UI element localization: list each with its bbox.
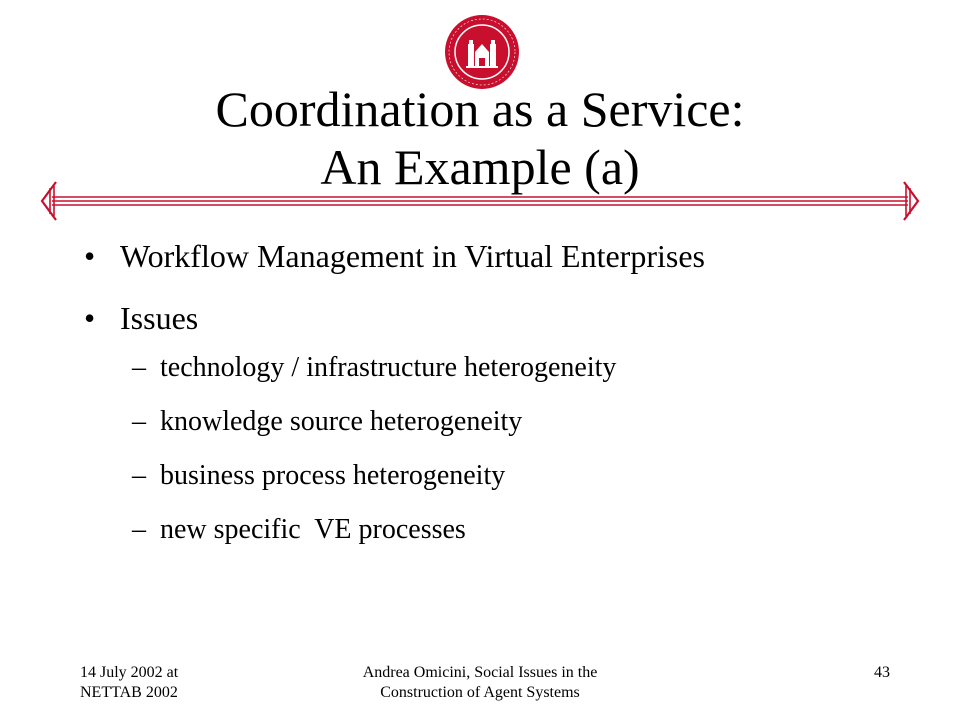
sub-bullet-list — [84, 350, 904, 547]
footer-author-line-2: Construction of Agent Systems — [380, 684, 580, 701]
double-arrow-rule-icon — [38, 178, 922, 224]
sub-bullet-text: knowledge source heterogeneity — [160, 406, 523, 437]
bullet-text: Issues — [120, 300, 199, 336]
university-seal-icon — [444, 14, 520, 90]
sub-bullet-text: new specific VE processes — [160, 514, 466, 545]
dash-glyph: – — [132, 352, 146, 383]
slide-title-line-1: Coordination as a Service: — [215, 81, 745, 137]
page-number: 43 — [874, 664, 890, 681]
bullet-item — [84, 236, 904, 276]
dash-glyph: – — [132, 514, 146, 545]
bullet-text: Workflow Management in Virtual Enterprises — [120, 238, 705, 274]
bullet-item — [84, 298, 904, 338]
sub-bullet-item — [84, 512, 904, 547]
footer-date-line-2: NETTAB 2002 — [80, 684, 178, 701]
sub-bullet-item — [84, 404, 904, 439]
bullet-glyph: • — [84, 238, 96, 274]
sub-bullet-item — [84, 458, 904, 493]
bullet-glyph: • — [84, 300, 96, 336]
dash-glyph: – — [132, 460, 146, 491]
footer-author-line-1: Andrea Omicini, Social Issues in the — [362, 664, 598, 681]
dash-glyph: – — [132, 406, 146, 437]
footer-author — [300, 663, 660, 703]
sub-bullet-text: business process heterogeneity — [160, 460, 506, 491]
bullet-list — [84, 236, 904, 566]
footer-date — [80, 663, 250, 703]
footer-date-line-1: 14 July 2002 at — [80, 664, 179, 681]
sub-bullet-text: technology / infrastructure heterogeneity — [160, 352, 617, 383]
slide-title-line-2: An Example (a) — [320, 139, 640, 195]
sub-bullet-item — [84, 350, 904, 385]
